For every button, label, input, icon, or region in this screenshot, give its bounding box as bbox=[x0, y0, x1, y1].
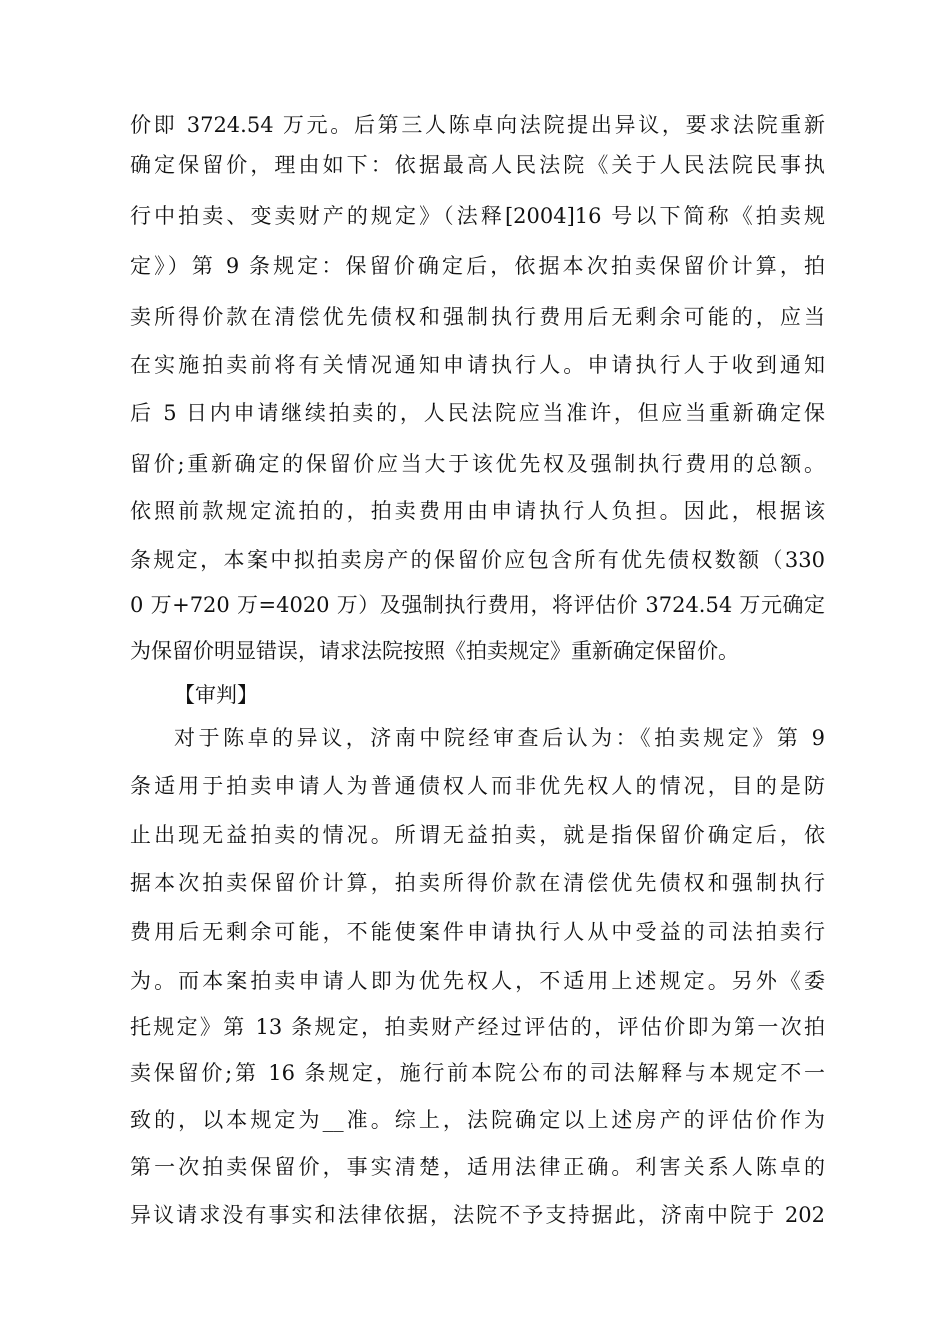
paragraph-line: 卖所得价款在清偿优先债权和强制执行费用后无剩余可能的，应当 bbox=[130, 305, 825, 329]
section-heading: 【审判】 bbox=[174, 683, 258, 707]
paragraph-line: 价即 3724.54 万元。后第三人陈卓向法院提出异议，要求法院重新 bbox=[130, 113, 825, 137]
paragraph-line: 条规定，本案中拟拍卖房产的保留价应包含所有优先债权数额（330 bbox=[130, 548, 825, 572]
paragraph-line: 为。而本案拍卖申请人即为优先权人，不适用上述规定。另外《委 bbox=[130, 969, 825, 993]
paragraph-line: 留价;重新确定的保留价应当大于该优先权及强制执行费用的总额。 bbox=[130, 452, 825, 476]
paragraph-line: 在实施拍卖前将有关情况通知申请执行人。申请执行人于收到通知 bbox=[130, 353, 825, 377]
paragraph-line: 为保留价明显错误，请求法院按照《拍卖规定》重新确定保留价。 bbox=[130, 639, 739, 663]
paragraph-line: 致的，以本规定为__准。综上，法院确定以上述房产的评估价作为 bbox=[130, 1108, 825, 1132]
paragraph-line: 确定保留价，理由如下：依据最高人民法院《关于人民法院民事执 bbox=[130, 153, 825, 177]
paragraph-line: 0 万+720 万=4020 万）及强制执行费用，将评估价 3724.54 万元确定 bbox=[130, 593, 825, 617]
paragraph-line: 托规定》第 13 条规定，拍卖财产经过评估的，评估价即为第一次拍 bbox=[130, 1015, 825, 1039]
paragraph-line: 费用后无剩余可能，不能使案件申请执行人从中受益的司法拍卖行 bbox=[130, 920, 825, 944]
paragraph-line: 行中拍卖、变卖财产的规定》（法释[2004]16 号以下简称《拍卖规 bbox=[130, 204, 825, 228]
paragraph-line: 据本次拍卖保留价计算，拍卖所得价款在清偿优先债权和强制执行 bbox=[130, 871, 825, 895]
paragraph-line: 卖保留价;第 16 条规定，施行前本院公布的司法解释与本规定不一 bbox=[130, 1061, 825, 1085]
paragraph-line: 止出现无益拍卖的情况。所谓无益拍卖，就是指保留价确定后，依 bbox=[130, 823, 825, 847]
paragraph-line: 第一次拍卖保留价，事实清楚，适用法律正确。利害关系人陈卓的 bbox=[130, 1155, 825, 1179]
paragraph-line: 对于陈卓的异议，济南中院经审查后认为：《拍卖规定》第 9 bbox=[174, 726, 825, 750]
paragraph-line: 异议请求没有事实和法律依据，法院不予支持据此，济南中院于 202 bbox=[130, 1203, 825, 1227]
paragraph-line: 条适用于拍卖申请人为普通债权人而非优先权人的情况，目的是防 bbox=[130, 774, 825, 798]
paragraph-line: 依照前款规定流拍的，拍卖费用由申请执行人负担。因此，根据该 bbox=[130, 499, 825, 523]
paragraph-line: 定》）第 9 条规定：保留价确定后，依据本次拍卖保留价计算，拍 bbox=[130, 254, 825, 278]
paragraph-line: 后 5 日内申请继续拍卖的，人民法院应当准许，但应当重新确定保 bbox=[130, 401, 825, 425]
